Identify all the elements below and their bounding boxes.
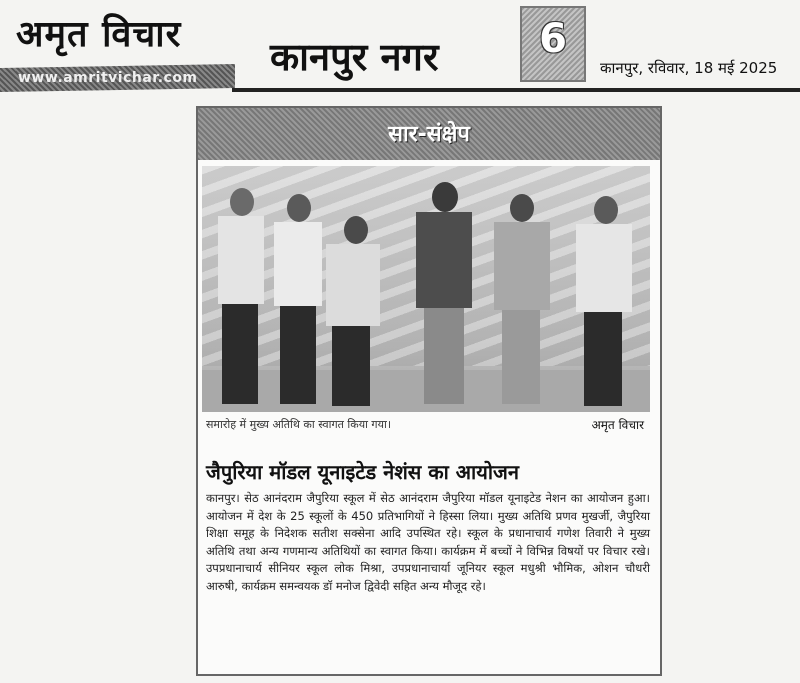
news-photo: [202, 166, 650, 412]
news-clipping: [196, 106, 662, 676]
article-body: कानपुर। सेठ आनंदराम जैपुरिया स्कूल में सेठ आनंदराम जैपुरिया मॉडल यूनाइटेड नेशन का आयोजन हुआ। आयोजन में देश के 25 स्कूलों के 450 प्रतिभागियों ने हिस्सा लिया। मुख्य अतिथि प्रणव मुखर्जी, जैपुरिया शिक्षा समूह के निदेशक सतीश सक्सेना आदि उपस्थित रहे। स्कूल के प्रधानाचार्य गणेश तिवारी ने मुख्य अतिथि तथा अन्य गणमान्य अतिथियों का स्वागत किया। कार्यक्रम में बच्चों ने विभिन्न विषयों पर विचार रखे। उपप्रधानाचार्य सीनियर स्कूल लोक मिश्रा, उपप्रधानाचार्या जूनियर स्कूल मधुश्री भौमिक, ओशन चौधरी आरुषी, कार्यक्रम समन्वयक डॉ मनोज द्विवेदी सहित अन्य मौजूद रहे।: [206, 491, 650, 593]
photo-credit: अमृत विचार: [591, 418, 644, 432]
page-number: 6: [539, 16, 567, 62]
header-rule: [232, 88, 800, 92]
person-2: [272, 194, 324, 408]
photo-caption: समारोह में मुख्य अतिथि का स्वागत किया गया।: [206, 418, 392, 431]
section-name: कानपुर नगर: [270, 35, 439, 79]
person-4: [414, 182, 474, 408]
dateline: कानपुर, रविवार, 18 मई 2025: [600, 59, 778, 77]
newspaper-brand: अमृत विचार: [16, 13, 182, 55]
person-5: [492, 194, 552, 408]
section-tag-bar: [198, 108, 660, 160]
website-url: www.amritvichar.com: [18, 70, 198, 86]
person-6: [574, 196, 634, 408]
article-headline: जैपुरिया मॉडल यूनाइटेड नेशंस का आयोजन: [206, 460, 519, 484]
person-3: [322, 216, 382, 408]
page-number-box: [520, 6, 586, 82]
photo-caption-row: [202, 414, 650, 434]
section-tag-label: सार-संक्षेप: [388, 122, 470, 147]
masthead: [0, 0, 800, 110]
person-1: [216, 188, 266, 408]
